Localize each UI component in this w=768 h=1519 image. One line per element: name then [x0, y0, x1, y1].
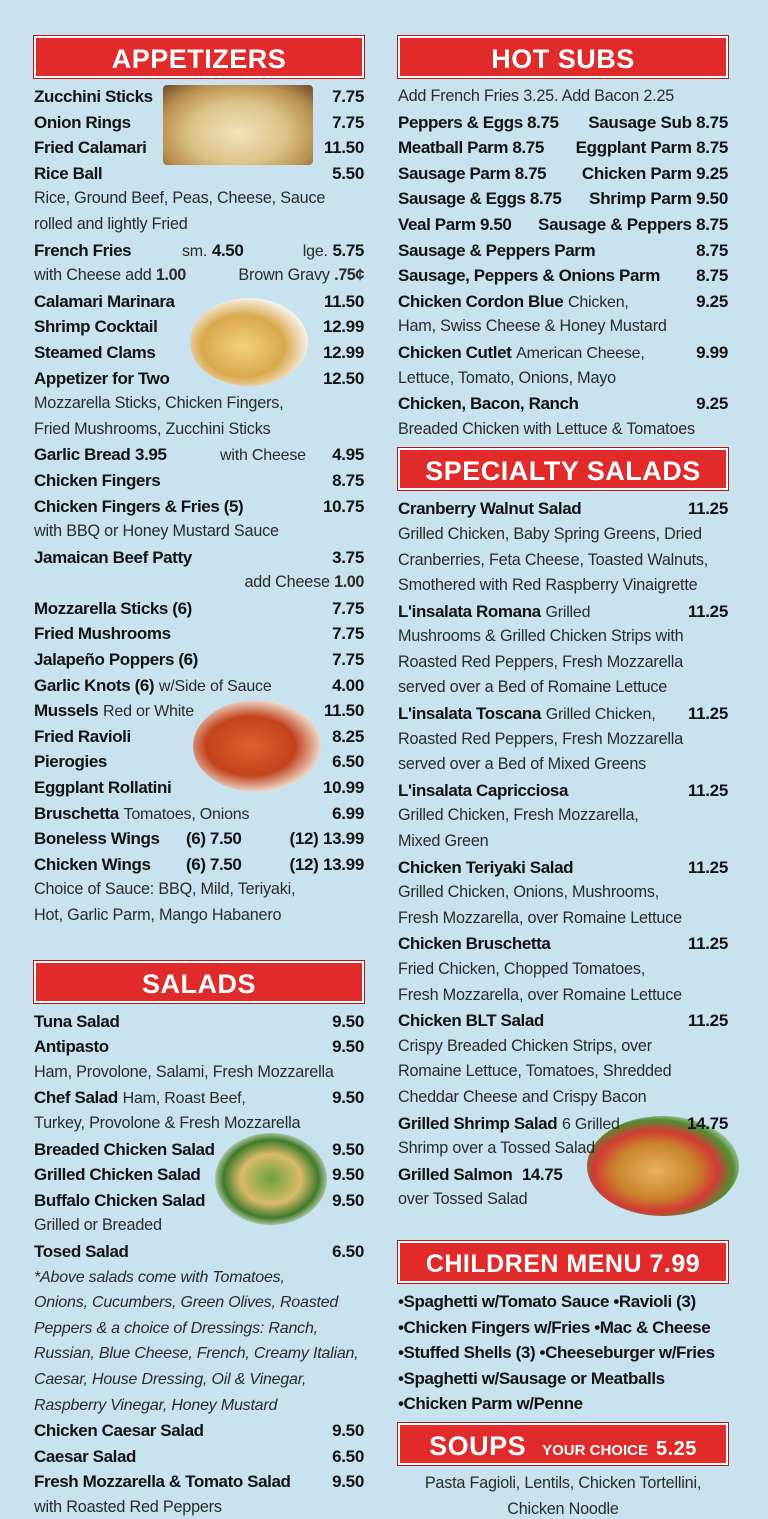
menu-desc: Mozzarella Sticks, Chicken Fingers,: [34, 394, 284, 413]
menu-item-grilled-salmon: Grilled Salmon 14.75: [398, 1164, 563, 1184]
menu-desc: rolled and lightly Fried: [34, 214, 188, 233]
children-menu-line: •Spaghetti w/Sausage or Meatballs: [398, 1368, 665, 1388]
menu-desc: with BBQ or Honey Mustard Sauce: [34, 522, 279, 541]
soups-choice: YOUR CHOICE: [542, 1441, 648, 1459]
soups-price: 5.25: [655, 1437, 697, 1460]
hot-subs-banner: HOT SUBS: [398, 36, 728, 78]
menu-item-grilled-shrimp: Grilled Shrimp Salad 6 Grilled 14.75: [398, 1113, 728, 1133]
menu-item-caesar: Caesar Salad 6.50: [34, 1446, 364, 1466]
appetizers-banner: APPETIZERS: [34, 36, 364, 78]
menu-item-steamed-clams: Steamed Clams 12.99: [34, 342, 364, 362]
menu-desc: Mixed Green: [398, 832, 489, 851]
menu-desc: Romaine Lettuce, Tomatoes, Shredded: [398, 1062, 672, 1081]
menu-desc: Mushrooms & Grilled Chicken Strips with: [398, 627, 684, 646]
children-menu-line: •Chicken Fingers w/Fries •Mac & Cheese: [398, 1317, 711, 1337]
menu-item-chicken-wings: Chicken Wings (6) 7.50 (12) 13.99: [34, 854, 364, 874]
menu-item-fried-ravioli: Fried Ravioli 8.25: [34, 726, 364, 746]
menu-item-fried-calamari: Fried Calamari 11.50: [34, 138, 364, 158]
menu-item-insalata-capricciosa: L'insalata Capricciosa 11.25: [398, 780, 728, 800]
specialty-salads-banner: SPECIALTY SALADS: [398, 448, 728, 490]
menu-desc: Ham, Swiss Cheese & Honey Mustard: [398, 317, 667, 336]
menu-item-chicken-caesar: Chicken Caesar Salad 9.50: [34, 1421, 364, 1441]
menu-desc: Grilled Chicken, Onions, Mushrooms,: [398, 883, 660, 902]
right-column: [398, 36, 728, 1519]
menu-desc: Grilled Chicken, Baby Spring Greens, Dried: [398, 524, 702, 543]
menu-item-chicken-bruschetta: Chicken Bruschetta 11.25: [398, 934, 728, 954]
menu-desc: Cranberries, Feta Cheese, Toasted Walnuts,: [398, 550, 709, 569]
salads-note: Caesar, House Dressing, Oil & Vinegar,: [34, 1370, 307, 1388]
menu-desc: Grilled Chicken, Fresh Mozzarella,: [398, 806, 639, 825]
menu-desc: served over a Bed of Mixed Greens: [398, 755, 647, 774]
menu-item-chicken-blt: Chicken BLT Salad 11.25: [398, 1011, 728, 1031]
menu-item-insalata-toscana: L'insalata Toscana Grilled Chicken, 11.25: [398, 704, 728, 724]
children-menu-banner: CHILDREN MENU 7.99: [398, 1241, 728, 1283]
salads-note: Russian, Blue Cheese, French, Creamy Italian,: [34, 1345, 359, 1363]
menu-item-eggplant-rollatini: Eggplant Rollatini 10.99: [34, 778, 364, 798]
menu-item-chicken-fingers: Chicken Fingers 8.75: [34, 470, 364, 490]
menu-desc: Roasted Red Peppers, Fresh Mozzarella: [398, 729, 684, 748]
menu-desc: Fried Mushrooms, Zucchini Sticks: [34, 419, 271, 438]
menu-desc: Smothered with Red Raspberry Vinaigrette: [398, 576, 698, 595]
menu-desc: over Tossed Salad: [398, 1190, 528, 1209]
menu-desc: Crispy Breaded Chicken Strips, over: [398, 1036, 652, 1055]
menu-item-boneless-wings: Boneless Wings (6) 7.50 (12) 13.99: [34, 829, 364, 849]
menu-item-spo-parm: Sausage, Peppers & Onions Parm 8.75: [398, 266, 728, 286]
children-menu-line: •Chicken Parm w/Penne: [398, 1394, 583, 1414]
menu-desc: add Cheese 1.00: [244, 573, 364, 592]
menu-desc: Fresh Mozzarella, over Romaine Lettuce: [398, 985, 682, 1004]
soups-title: SOUPS: [429, 1430, 527, 1461]
left-column: [34, 36, 364, 1519]
menu-item-chicken-fingers-fries: Chicken Fingers & Fries (5) 10.75: [34, 496, 364, 516]
menu-item-zucchini: Zucchini Sticks 7.75: [34, 87, 364, 106]
menu-desc: Choice of Sauce: BBQ, Mild, Teriyaki,: [34, 880, 296, 899]
children-menu-line: •Spaghetti w/Tomato Sauce •Ravioli (3): [398, 1291, 696, 1311]
menu-item-insalata-romana: L'insalata Romana Grilled 11.25: [398, 601, 728, 621]
menu-desc: Hot, Garlic Parm, Mango Habanero: [34, 906, 282, 924]
hot-subs-row: Sausage & Eggs 8.75 Shrimp Parm 9.50: [398, 189, 728, 209]
menu-item-sausage-peppers-parm: Sausage & Peppers Parm 8.75: [398, 240, 728, 260]
menu-item-tosed-salad: Tosed Salad 6.50: [34, 1241, 364, 1261]
menu-item-tuna-salad: Tuna Salad 9.50: [34, 1011, 364, 1031]
menu-desc: served over a Bed of Romaine Lettuce: [398, 678, 668, 697]
menu-item-fried-mushrooms: Fried Mushrooms 7.75: [34, 624, 364, 644]
menu-desc: with Cheese add 1.00 Brown Gravy .75¢: [34, 266, 364, 285]
salads-note: Raspberry Vinegar, Honey Mustard: [34, 1396, 278, 1414]
salads-note: Onions, Cucumbers, Green Olives, Roasted: [34, 1294, 339, 1312]
menu-item-rice-ball: Rice Ball 5.50: [34, 163, 364, 183]
menu-desc: Roasted Red Peppers, Fresh Mozzarella: [398, 652, 684, 671]
hot-subs-row: Meatball Parm 8.75 Eggplant Parm 8.75: [398, 138, 728, 158]
hot-subs-row: Peppers & Eggs 8.75 Sausage Sub 8.75: [398, 112, 728, 132]
menu-desc: Rice, Ground Beef, Peas, Cheese, Sauce: [34, 189, 326, 208]
menu-item-onion-rings: Onion Rings 7.75: [34, 112, 364, 132]
menu-item-breaded-chicken-salad: Breaded Chicken Salad 9.50: [34, 1139, 364, 1159]
hot-subs-row: Veal Parm 9.50 Sausage & Peppers 8.75: [398, 214, 728, 234]
menu-desc: Lettuce, Tomato, Onions, Mayo: [398, 368, 616, 387]
menu-desc: Turkey, Provolone & Fresh Mozzarella: [34, 1113, 301, 1132]
soups-banner: [398, 1423, 728, 1465]
menu-item-appetizer-for-two: Appetizer for Two 12.50: [34, 368, 364, 388]
menu-desc: Fresh Mozzarella, over Romaine Lettuce: [398, 908, 682, 927]
menu-item-chicken-teriyaki: Chicken Teriyaki Salad 11.25: [398, 857, 728, 877]
menu-item-garlic-bread: Garlic Bread 3.95 with Cheese 4.95: [34, 445, 364, 465]
hot-subs-addons: Add French Fries 3.25. Add Bacon 2.25: [398, 87, 675, 105]
menu-desc: Cheddar Cheese and Crispy Bacon: [398, 1087, 647, 1106]
hot-subs-row: Sausage Parm 8.75 Chicken Parm 9.25: [398, 163, 728, 183]
menu-desc: Grilled or Breaded: [34, 1216, 162, 1235]
menu-desc: Ham, Provolone, Salami, Fresh Mozzarella: [34, 1062, 334, 1081]
menu-item-french-fries: French Fries sm. 4.50 lge. 5.75: [34, 240, 364, 260]
menu-desc: with Roasted Red Peppers: [34, 1497, 222, 1516]
menu-item-chicken-bacon-ranch: Chicken, Bacon, Ranch 9.25: [398, 394, 728, 414]
menu-item-mozzarella-sticks: Mozzarella Sticks (6) 7.75: [34, 598, 364, 618]
menu-item-antipasto: Antipasto 9.50: [34, 1037, 364, 1057]
menu-item-chicken-cutlet: Chicken Cutlet American Cheese, 9.99: [398, 342, 728, 362]
salads-note: Peppers & a choice of Dressings: Ranch,: [34, 1319, 318, 1337]
children-menu-line: •Stuffed Shells (3) •Cheeseburger w/Fries: [398, 1343, 715, 1363]
menu-item-calamari-marinara: Calamari Marinara 11.50: [34, 291, 364, 311]
menu-item-bruschetta: Bruschetta Tomatoes, Onions 6.99: [34, 803, 364, 823]
salads-banner: SALADS: [34, 961, 364, 1003]
menu-item-fresh-mozzarella: Fresh Mozzarella & Tomato Salad 9.50: [34, 1472, 364, 1492]
menu-item-mussels: Mussels Red or White 11.50: [34, 701, 364, 721]
soups-list: Chicken Noodle: [507, 1499, 619, 1518]
menu-desc: Shrimp over a Tossed Salad: [398, 1139, 595, 1158]
menu-item-cordon-blue: Chicken Cordon Blue Chicken, 9.25: [398, 291, 728, 311]
menu-item-garlic-knots: Garlic Knots (6) w/Side of Sauce 4.00: [34, 675, 364, 695]
menu-item-jalapeno-poppers: Jalapeño Poppers (6) 7.75: [34, 650, 364, 670]
menu-item-chef-salad: Chef Salad Ham, Roast Beef, 9.50: [34, 1088, 364, 1108]
salads-note: *Above salads come with Tomatoes,: [34, 1268, 285, 1286]
menu-item-cranberry-walnut: Cranberry Walnut Salad 11.25: [398, 499, 728, 519]
menu-item-jamaican-patty: Jamaican Beef Patty 3.75: [34, 547, 364, 567]
menu-desc: Fried Chicken, Chopped Tomatoes,: [398, 960, 646, 978]
menu-item-grilled-chicken-salad: Grilled Chicken Salad 9.50: [34, 1165, 364, 1185]
menu-item-pierogies: Pierogies 6.50: [34, 752, 364, 772]
soups-list: Pasta Fagioli, Lentils, Chicken Tortellini,: [424, 1473, 702, 1492]
menu-item-shrimp-cocktail: Shrimp Cocktail 12.99: [34, 317, 364, 337]
menu-desc: Breaded Chicken with Lettuce & Tomatoes: [398, 419, 695, 438]
menu-item-buffalo-chicken-salad: Buffalo Chicken Salad 9.50: [34, 1190, 364, 1210]
